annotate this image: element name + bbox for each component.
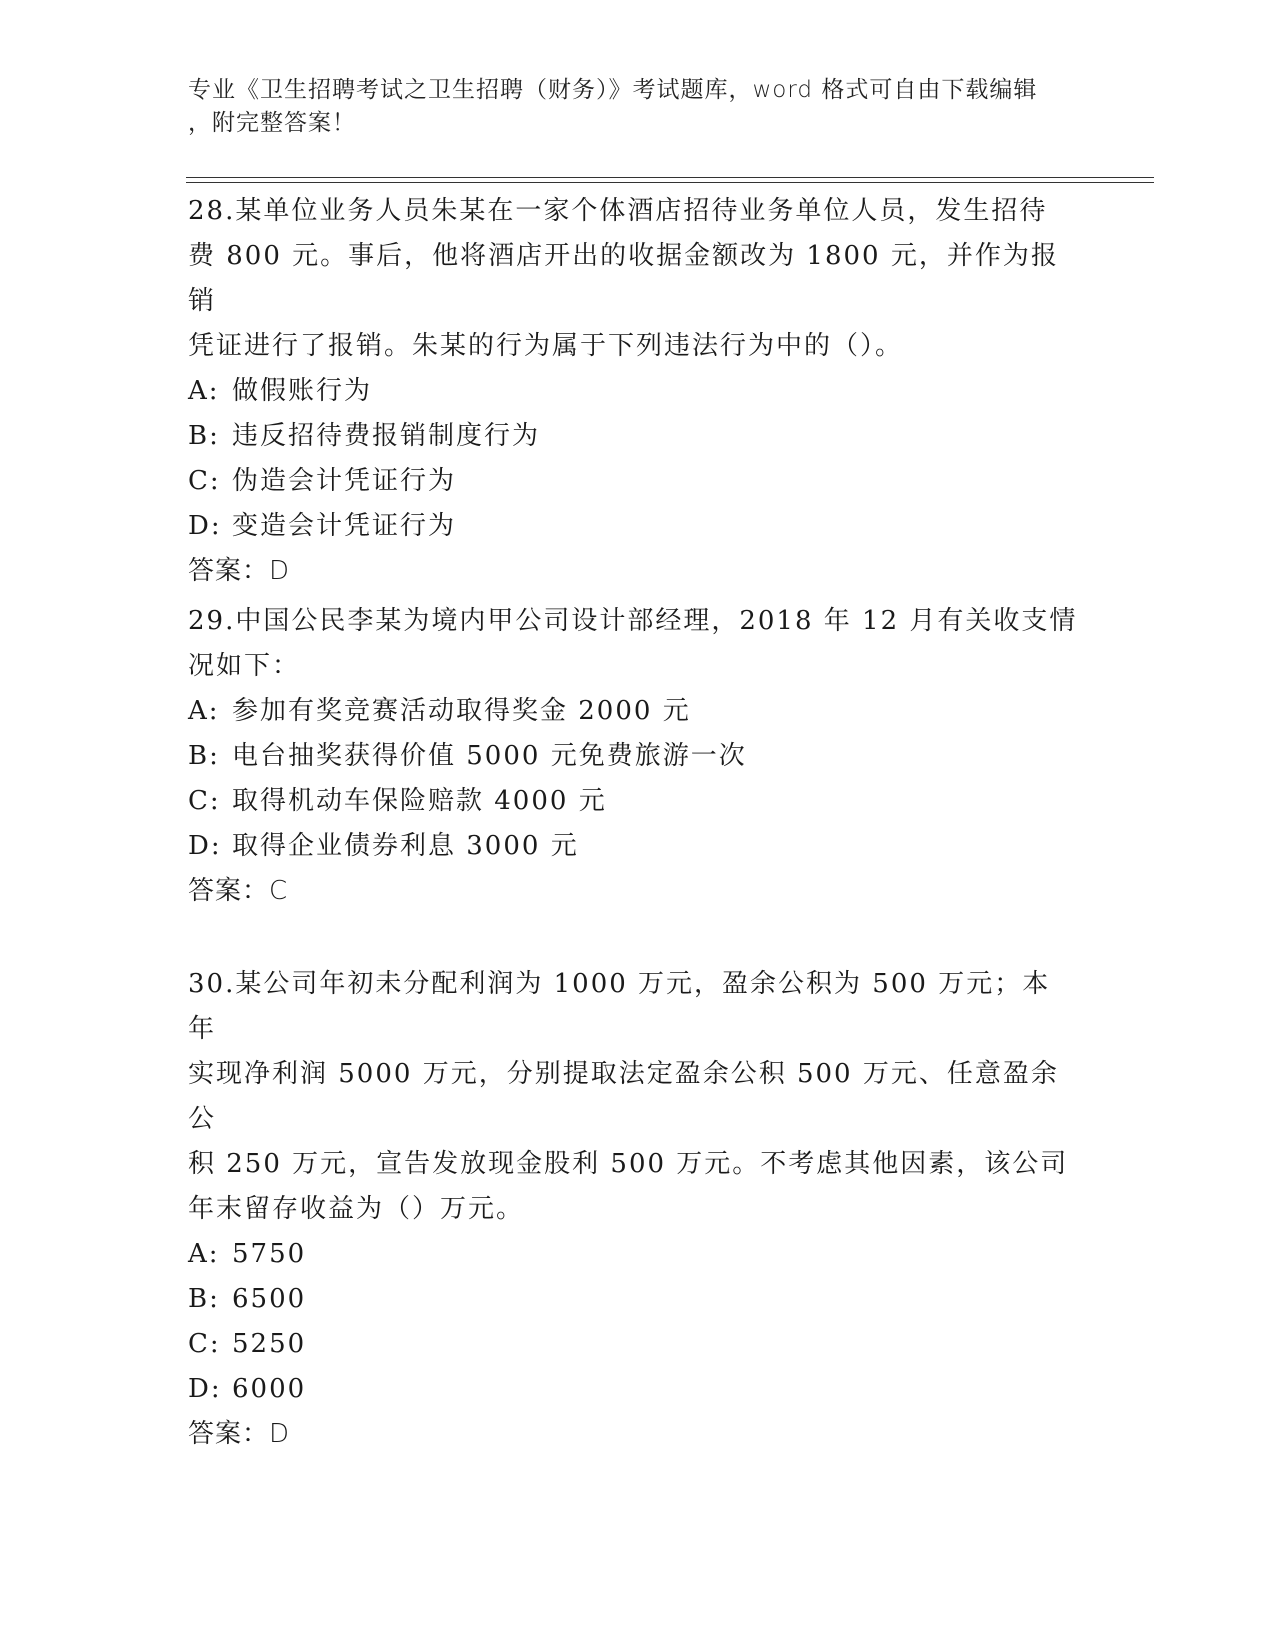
question-stem-line: 费 800 元。事后，他将酒店开出的收据金额改为 1800 元，并作为报销 [188, 241, 1059, 316]
answer: 答案：D [188, 556, 291, 586]
option-letter: D: [188, 1374, 222, 1404]
option-letter: B: [188, 421, 220, 451]
header-line-1: 专业《卫生招聘考试之卫生招聘（财务）》考试题库，word 格式可自由下载编辑 [188, 77, 1038, 103]
option-text: 5750 [232, 1239, 307, 1269]
option-text: 伪造会计凭证行为 [232, 466, 457, 496]
option-d [188, 824, 1078, 869]
option-text: 取得机动车保险赔款 4000 元 [232, 786, 607, 816]
option-letter: C: [188, 466, 221, 496]
option-text: 取得企业债券利息 3000 元 [232, 831, 579, 861]
question-stem-line: 积 250 万元，宣告发放现金股利 500 万元。不考虑其他因素，该公司 [188, 1149, 1069, 1179]
option-text: 参加有奖竞赛活动取得奖金 2000 元 [232, 696, 691, 726]
option-text: 违反招待费报销制度行为 [232, 421, 541, 451]
header-divider-bottom [186, 182, 1154, 183]
question-stem-line: 30.某公司年初未分配利润为 1000 万元，盈余公积为 500 万元；本年 [188, 969, 1051, 1044]
option-letter: A: [188, 376, 220, 406]
option-letter: B: [188, 741, 220, 771]
question-stem-line: 29.中国公民李某为境内甲公司设计部经理，2018 年 12 月有关收支情 [188, 606, 1078, 636]
question-stem-line: 28.某单位业务人员朱某在一家个体酒店招待业务单位人员，发生招待 [188, 196, 1048, 226]
option-b [188, 734, 1078, 779]
question-28 [188, 189, 1078, 594]
option-letter: A: [188, 1239, 220, 1269]
question-stem-line: 实现净利润 5000 万元，分别提取法定盈余公积 500 万元、任意盈余公 [188, 1059, 1059, 1134]
option-d [188, 1367, 1078, 1412]
option-letter: D: [188, 831, 222, 861]
document-header [188, 74, 1088, 140]
question-stem-line: 凭证进行了报销。朱某的行为属于下列违法行为中的（）。 [188, 331, 904, 361]
option-letter: B: [188, 1284, 220, 1314]
question-stem-line: 年末留存收益为（）万元。 [188, 1194, 525, 1224]
answer: 答案：C [188, 876, 289, 906]
option-letter: C: [188, 786, 221, 816]
option-a [188, 689, 1078, 734]
option-text: 变造会计凭证行为 [232, 511, 457, 541]
option-text: 6000 [232, 1374, 307, 1404]
question-30 [188, 962, 1078, 1457]
option-text: 6500 [232, 1284, 307, 1314]
option-letter: D: [188, 511, 222, 541]
option-text: 电台抽奖获得价值 5000 元免费旅游一次 [232, 741, 747, 771]
question-stem-line: 况如下： [188, 651, 301, 681]
option-a [188, 1232, 1078, 1277]
question-29 [188, 599, 1078, 914]
header-divider-top [186, 177, 1154, 178]
option-letter: A: [188, 696, 220, 726]
option-c [188, 1322, 1078, 1367]
option-d [188, 504, 1078, 549]
option-a [188, 369, 1078, 414]
option-text: 做假账行为 [232, 376, 373, 406]
option-c [188, 779, 1078, 824]
option-text: 5250 [232, 1329, 307, 1359]
header-line-2: ，附完整答案！ [188, 110, 356, 136]
option-letter: C: [188, 1329, 221, 1359]
answer: 答案：D [188, 1419, 291, 1449]
option-c [188, 459, 1078, 504]
option-b [188, 1277, 1078, 1322]
option-b [188, 414, 1078, 459]
